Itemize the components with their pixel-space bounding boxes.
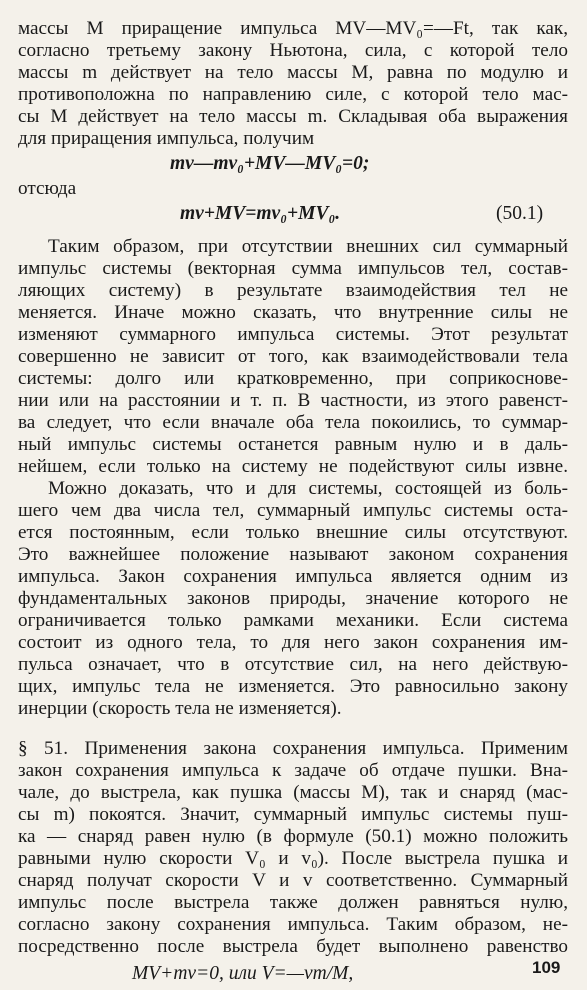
text-line: импульса. Закон сохранения импульса является одним из <box>18 566 568 587</box>
text-line: Таким образом, при отсутствии внешних сил суммарный <box>48 236 568 257</box>
text-line: ный импульс системы останется равным нулю и в даль- <box>18 434 568 455</box>
text-line: согласно закону сохранения импульса. Таким образом, не- <box>18 914 568 935</box>
page-number: 109 <box>532 958 561 977</box>
text-line: состоит из одного тела, то для него закон сохранения им- <box>18 632 568 653</box>
text-line: пульса означает, что в отсутствие сил, на него действую- <box>18 654 568 675</box>
text-line: системы: долго или кратковременно, при соприкоснове- <box>18 368 568 389</box>
text-line: закон сохранения импульса к задаче об отдаче пушки. Вна- <box>18 760 568 781</box>
text-line: противоположна по направлению силе, с которой тело мас- <box>18 84 568 105</box>
text-line: шего чем два числа тел, суммарный импульс системы оста- <box>18 500 568 521</box>
text-line: чале, до выстрела, как пушка (массы M), так и снаряд (мас- <box>18 782 568 803</box>
text-line: ется постоянным, если только внешние силы отсутствуют. <box>18 522 568 543</box>
equation: mv+MV=mv₀+MV₀. <box>180 203 341 224</box>
text-line: импульс системы (векторная сумма импульсов тел, состав- <box>18 258 568 279</box>
text-line: массы M приращение импульса MV—MV₀=—Ft, так как, <box>18 18 568 39</box>
text-line: для приращения импульса, получим <box>18 128 315 149</box>
text-line: отсюда <box>18 178 77 199</box>
text-line: сы m) покоятся. Значит, суммарный импульс системы пуш- <box>18 804 568 825</box>
text-line: ка — снаряд равен нулю (в формуле (50.1) можно положить <box>18 826 568 847</box>
text-line: посредственно после выстрела будет выполнено равенство <box>18 936 568 957</box>
text-line: нейшем, если только на систему не подействуют силы извне. <box>18 456 568 477</box>
text-line: меняется. Иначе можно сказать, что внутренние силы не <box>18 302 568 323</box>
equation-number: (50.1) <box>496 203 544 224</box>
text-line: сы M действует на тело массы m. Складывая оба выражения <box>18 106 568 127</box>
equation: mv—mv₀+MV—MV₀=0; <box>170 153 370 174</box>
text-line: щих, импульс тела не изменяется. Это равносильно закону <box>18 676 568 697</box>
text-line: ограничивается только рамками механики. Если система <box>18 610 568 631</box>
section-heading-line: § 51. Применения закона сохранения импульса. Применим <box>18 738 568 759</box>
text-line: совершенно не зависит от того, как взаимодействовали тела <box>18 346 568 367</box>
text-line: инерции (скорость тела не изменяется). <box>18 698 342 719</box>
text-line: ва следует, что если вначале оба тела покоились, то суммар- <box>18 412 568 433</box>
text-line: Можно доказать, что и для системы, состоящей из боль- <box>48 478 568 499</box>
text-line: массы m действует на тело массы M, равна по модулю и <box>18 62 568 83</box>
text-line: фундаментальных законов природы, значение которого не <box>18 588 568 609</box>
text-line: снаряд получат скорости V и v соответственно. Суммарный <box>18 870 568 891</box>
text-line: нии или на расстоянии и т. п. В частности, из этого равенст- <box>18 390 568 411</box>
text-line: импульс после выстрела также должен равняться нулю, <box>18 892 568 913</box>
text-line: согласно третьему закону Ньютона, сила, с которой тело <box>18 40 568 61</box>
equation: MV+mv=0, или V=—vm/M, <box>132 963 354 984</box>
text-line: равными нулю скорости V₀ и v₀). После выстрела пушка и <box>18 848 568 869</box>
text-line: Это важнейшее положение называют законом сохранения <box>18 544 568 565</box>
text-line: изменяют суммарного импульса системы. Этот результат <box>18 324 568 345</box>
text-line: ляющих систему) в результате взаимодействия тел не <box>18 280 568 301</box>
